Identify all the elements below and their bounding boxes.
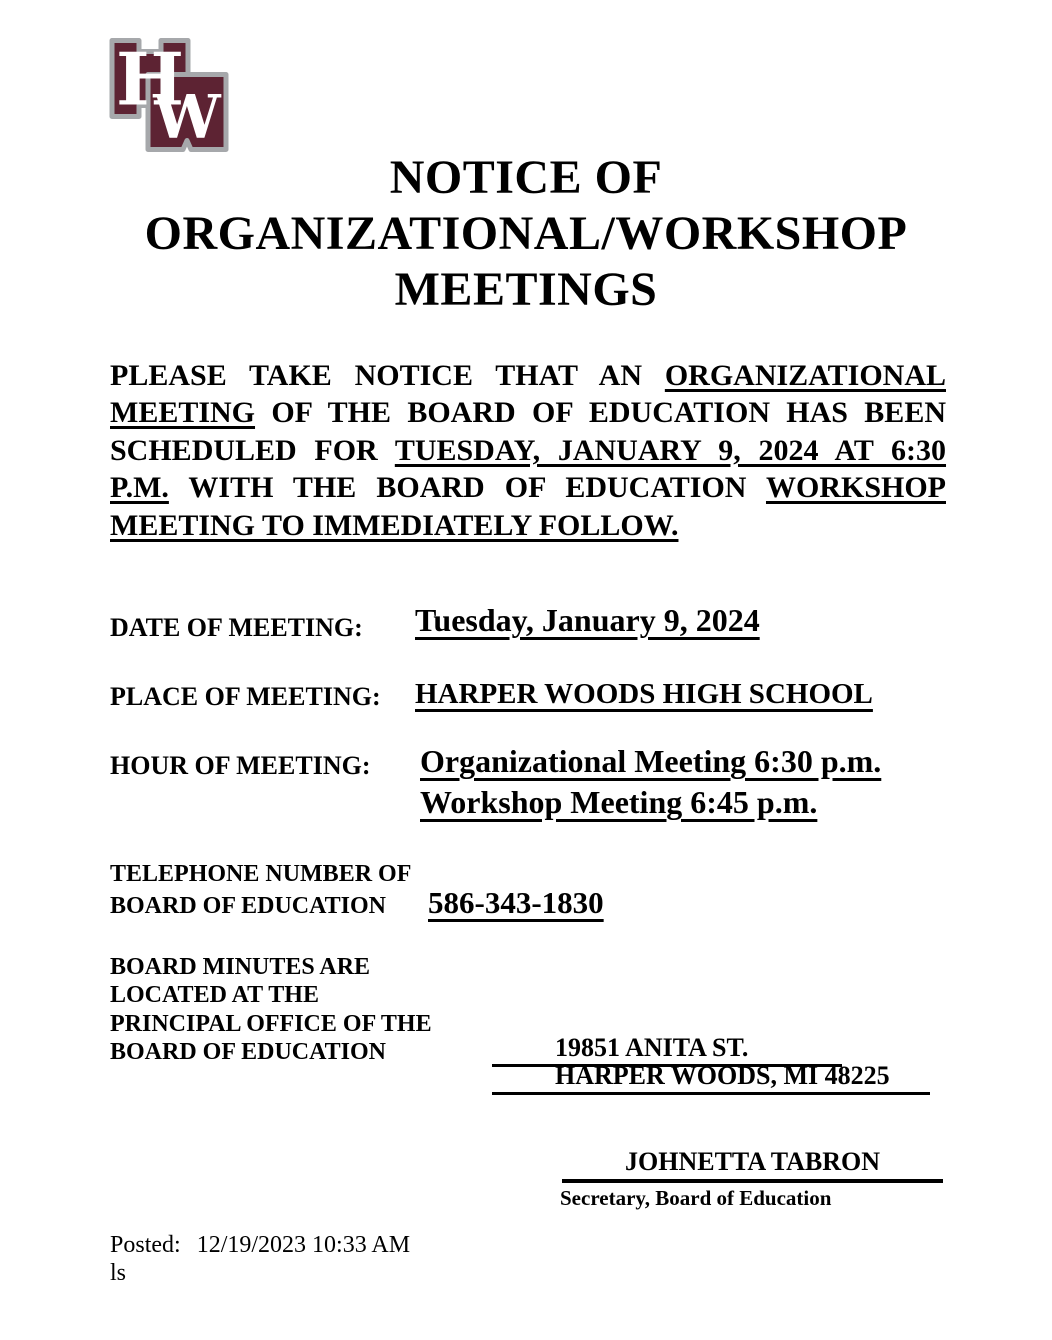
address-street: 19851 ANITA ST. <box>492 1034 842 1067</box>
title-line-2: ORGANIZATIONAL/WORKSHOP <box>144 207 908 260</box>
logo-letter-h: H <box>115 36 185 122</box>
telephone-label-line-1: TELEPHONE NUMBER OF <box>110 861 412 887</box>
notice-line-5 <box>110 507 946 544</box>
place-of-meeting-label: PLACE OF MEETING: <box>110 682 381 711</box>
board-minutes-line-4: BOARD OF EDUCATION <box>110 1039 387 1066</box>
telephone-number-value: 586-343-1830 <box>428 885 604 920</box>
title-line-3: MEETINGS <box>394 263 658 316</box>
posted-line <box>110 1232 410 1259</box>
notice-underlined-text: MEETING TO IMMEDIATELY FOLLOW. <box>110 508 679 542</box>
notice-line-3 <box>110 432 946 469</box>
board-minutes-line-2: LOCATED AT THE <box>110 982 319 1009</box>
board-minutes-label <box>110 953 432 1067</box>
posted-timestamp: 12/19/2023 10:33 AM <box>196 1232 411 1258</box>
notice-line-2 <box>110 394 946 431</box>
telephone-label <box>110 858 411 922</box>
hour-of-meeting-label: HOUR OF MEETING: <box>110 751 371 780</box>
place-of-meeting-value: HARPER WOODS HIGH SCHOOL <box>415 678 873 710</box>
organizational-meeting-time: Organizational Meeting 6:30 p.m. <box>420 743 882 779</box>
notice-paragraph <box>110 357 946 544</box>
notice-underlined-text: P.M. <box>110 471 169 505</box>
notice-text: SCHEDULED FOR <box>110 433 395 467</box>
notice-text: PLEASE TAKE NOTICE THAT AN <box>110 359 665 392</box>
notice-underlined-text: WORKSHOP <box>765 471 946 505</box>
telephone-label-line-2: BOARD OF EDUCATION <box>110 893 387 919</box>
workshop-meeting-time: Workshop Meeting 6:45 p.m. <box>420 784 818 820</box>
notice-underlined-text: ORGANIZATIONAL <box>664 359 946 392</box>
harper-woods-logo-icon <box>108 36 232 156</box>
date-of-meeting-value: Tuesday, January 9, 2024 <box>415 602 760 638</box>
signature-name: JOHNETTA TABRON <box>562 1147 943 1183</box>
notice-line-4 <box>110 469 946 506</box>
date-of-meeting-label: DATE OF MEETING: <box>110 613 363 642</box>
signature-title: Secretary, Board of Education <box>560 1186 832 1210</box>
address-city-state-zip: HARPER WOODS, MI 48225 <box>492 1062 930 1095</box>
board-minutes-line-3: PRINCIPAL OFFICE OF THE <box>110 1010 432 1037</box>
notice-text: WITH THE BOARD OF EDUCATION <box>168 471 766 505</box>
posted-label: Posted: <box>110 1232 181 1258</box>
notice-underlined-text: TUESDAY, JANUARY 9, 2024 AT 6:30 <box>394 433 947 467</box>
logo-letter-w: W <box>153 82 221 153</box>
typist-initials: ls <box>110 1260 127 1286</box>
board-minutes-line-1: BOARD MINUTES ARE <box>110 954 371 980</box>
page-title <box>0 150 1052 318</box>
notice-underlined-text: MEETING <box>110 396 256 430</box>
title-line-1: NOTICE OF <box>389 151 663 204</box>
notice-text: OF THE BOARD OF EDUCATION HAS BEEN <box>255 396 946 430</box>
hour-of-meeting-value <box>420 741 881 823</box>
notice-line-1 <box>110 357 946 394</box>
